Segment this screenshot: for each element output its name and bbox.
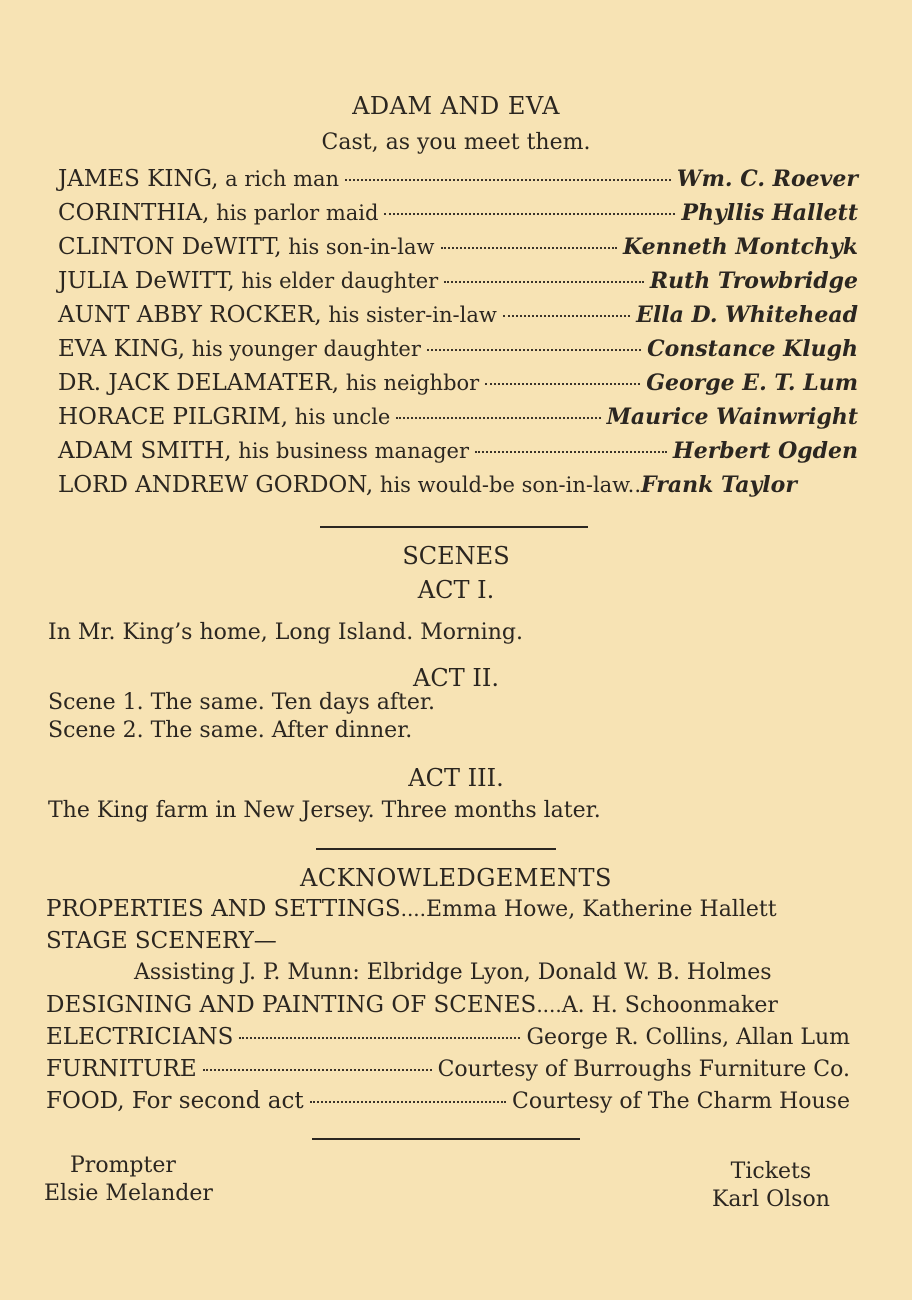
divider-rule xyxy=(312,1138,580,1140)
ack-row-furniture: FURNITURE Courtesy of Burroughs Furniture Co. xyxy=(46,1056,850,1082)
actor-name: Maurice Wainwright xyxy=(606,404,858,430)
dot-leader xyxy=(503,315,630,317)
role-name: CLINTON DeWITT, his son-in-law xyxy=(58,234,435,260)
cast-row xyxy=(58,200,858,234)
actor-name: George E. T. Lum xyxy=(646,370,858,396)
act3-description: The King farm in New Jersey. Three months later. xyxy=(48,798,601,823)
dot-leader xyxy=(427,349,641,351)
divider-rule xyxy=(320,526,588,528)
ack-row-food: FOOD, For second act Courtesy of The Charm House xyxy=(46,1088,850,1114)
dot-leader xyxy=(239,1037,520,1039)
role-name: JAMES KING, a rich man xyxy=(58,166,340,192)
actor-name: Frank Taylor xyxy=(641,472,797,498)
acknowledgements-list xyxy=(46,896,850,1120)
dot-leader xyxy=(310,1101,506,1103)
ack-row-designing: DESIGNING AND PAINTING OF SCENES .... A. H. Schoonmaker xyxy=(46,992,778,1018)
dot-leader xyxy=(396,417,600,419)
cast-row xyxy=(58,370,858,404)
actor-name: Kenneth Montchyk xyxy=(622,234,858,260)
role-name: CORINTHIA, his parlor maid xyxy=(58,200,379,226)
tickets-name: Karl Olson xyxy=(712,1187,830,1212)
dot-leader xyxy=(441,247,617,249)
play-title: ADAM AND EVA xyxy=(352,92,560,120)
cast-row xyxy=(58,336,858,370)
ack-row-scenery: STAGE SCENERY— xyxy=(46,928,277,954)
act1-heading: ACT I. xyxy=(417,576,495,604)
actor-name: Constance Klugh xyxy=(647,336,858,362)
act2-heading: ACT II. xyxy=(413,664,499,692)
actor-name: Wm. C. Roever xyxy=(676,166,858,192)
prompter-credit xyxy=(44,1152,213,1208)
cast-list xyxy=(58,166,858,506)
cast-row xyxy=(58,472,858,506)
cast-row xyxy=(58,234,858,268)
cast-row xyxy=(58,404,858,438)
actor-name: Herbert Ogden xyxy=(672,438,858,464)
acknowledgements-heading: ACKNOWLEDGEMENTS xyxy=(300,864,612,892)
role-name: EVA KING, his younger daughter xyxy=(58,336,421,362)
role-name: HORACE PILGRIM, his uncle xyxy=(58,404,391,430)
cast-row xyxy=(58,268,858,302)
act3-heading: ACT III. xyxy=(408,764,504,792)
role-name: DR. JACK DELAMATER, his neighbor xyxy=(58,370,480,396)
dot-leader xyxy=(384,213,675,215)
actor-name: Ruth Trowbridge xyxy=(649,268,858,294)
cast-row xyxy=(58,302,858,336)
role-name: LORD ANDREW GORDON, his would-be son-in-law.. xyxy=(58,472,642,498)
tickets-credit xyxy=(712,1158,830,1214)
role-name: ADAM SMITH, his business manager xyxy=(58,438,470,464)
actor-name: Phyllis Hallett xyxy=(681,200,858,226)
role-name: JULIA DeWITT, his elder daughter xyxy=(58,268,439,294)
scenes-heading: SCENES xyxy=(402,542,510,570)
act2-scene-line: Scene 2. The same. After dinner. xyxy=(48,718,413,743)
act1-description: In Mr. King’s home, Long Island. Morning. xyxy=(48,620,523,645)
ack-row-scenery-detail: Assisting J. P. Munn: Elbridge Lyon, Donald W. B. Holmes xyxy=(134,960,772,985)
dot-leader xyxy=(475,451,667,453)
dot-leader xyxy=(485,383,640,385)
ack-row-electricians: ELECTRICIANS George R. Collins, Allan Lum xyxy=(46,1024,850,1050)
cast-row xyxy=(58,438,858,472)
actor-name: Ella D. Whitehead xyxy=(636,302,858,328)
dot-leader xyxy=(444,281,644,283)
prompter-name: Elsie Melander xyxy=(44,1181,213,1206)
dot-leader xyxy=(203,1069,432,1071)
act2-scene-line: Scene 1. The same. Ten days after. xyxy=(48,690,435,715)
prompter-label: Prompter xyxy=(70,1153,176,1178)
tickets-label: Tickets xyxy=(730,1159,812,1184)
divider-rule xyxy=(316,848,556,850)
role-name: AUNT ABBY ROCKER, his sister-in-law xyxy=(58,302,497,328)
dot-leader xyxy=(345,179,671,181)
ack-row-properties: PROPERTIES AND SETTINGS .... Emma Howe, Katherine Hallett xyxy=(46,896,777,922)
cast-subtitle: Cast, as you meet them. xyxy=(321,130,591,155)
cast-row xyxy=(58,166,858,200)
